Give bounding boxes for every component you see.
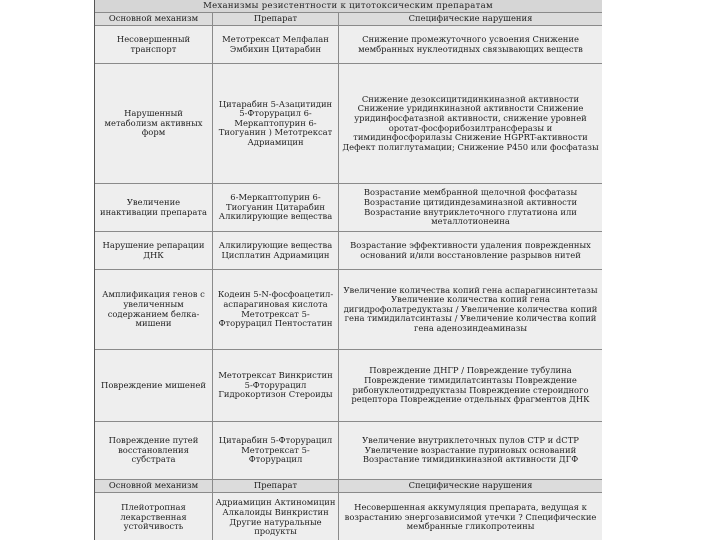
cell-disorders: Возрастание эффективности удаления поврежденных оснований и/или восстановление разрывов нитей <box>339 232 603 270</box>
header-mechanism: Основной механизм <box>95 480 213 493</box>
cell-mechanism: Амплификация генов с увеличенным содержанием белка-мишени <box>95 270 213 350</box>
cell-drug: Метотрексат Мелфалан Эмбихин Цитарабин <box>213 26 339 64</box>
header-mechanism: Основной механизм <box>95 13 213 26</box>
cell-mechanism: Нарушенный метаболизм активных форм <box>95 64 213 184</box>
cell-disorders: Несовершенная аккумуляция препарата, ведущая к возрастанию энергозависимой утечки ? Специфические мембранные гликопротеины <box>339 493 603 540</box>
header-drug: Препарат <box>213 480 339 493</box>
cell-drug: Цитарабин 5-Фторурацил Метотрексат 5-Фторурацил <box>213 422 339 480</box>
cell-disorders: Увеличение внутриклеточных пулов СТР и dCTP Увеличение возрастание пуриновых оснований Возрастание тимидинкиназной активности ДГФ <box>339 422 603 480</box>
cell-drug: Адриамицин Актиномицин Алкалоиды Винкристин Другие натуральные продукты <box>213 493 339 540</box>
table-row <box>95 422 603 480</box>
cell-mechanism: Увеличение инактивации препарата <box>95 184 213 232</box>
table-row <box>95 350 603 422</box>
cell-mechanism: Повреждение путей восстановления субстрата <box>95 422 213 480</box>
cell-disorders: Снижение промежуточного усвоения Снижение мембранных нуклеотидных связывающих веществ <box>339 26 603 64</box>
cell-mechanism: Плейотропная лекарственная устойчивость <box>95 493 213 540</box>
page-left-edge <box>94 0 95 540</box>
cell-drug: Метотрексат Винкристин 5-Фторурацил Гидрокортизон Стероиды <box>213 350 339 422</box>
cell-disorders: Возрастание мембранной щелочной фосфатазы Возрастание цитидиндезаминазной активности Возрастание внутриклеточного глутатиона или металлотионеина <box>339 184 603 232</box>
table-row <box>95 493 603 540</box>
header-disorders: Специфические нарушения <box>339 13 603 26</box>
cell-drug: 6-Меркаптопурин 6-Тиогуанин Цитарабин Алкилирующие вещества <box>213 184 339 232</box>
table-row <box>95 64 603 184</box>
table-row <box>95 26 603 64</box>
document-page <box>94 0 602 540</box>
table-row <box>95 270 603 350</box>
cell-mechanism: Нарушение репарации ДНК <box>95 232 213 270</box>
header-drug: Препарат <box>213 13 339 26</box>
cell-disorders: Снижение дезоксицитидинкиназной активности Снижение уридинкиназной активности Снижение уридинфосфатазной активности, снижение уровней оротат-фосфорибозилтрансферазы и тимидинфосфорилазы Снижение НGPRT-активности Дефект полиглутамации; Снижение Р450 или фосфатазы <box>339 64 603 184</box>
table-row <box>95 232 603 270</box>
table-header-row-repeat <box>95 480 603 493</box>
header-disorders: Специфические нарушения <box>339 480 603 493</box>
resistance-table <box>94 12 602 540</box>
cell-mechanism: Повреждение мишеней <box>95 350 213 422</box>
table-row <box>95 184 603 232</box>
cell-mechanism: Несовершенный транспорт <box>95 26 213 64</box>
cell-disorders: Увеличение количества копий гена аспарагинсинтетазы Увеличение количества копий гена дигидрофолатредуктазы / Увеличение количества копий гена тимидилатсинтазы / Увеличение количества копий гена аденозиндеаминазы <box>339 270 603 350</box>
cell-drug: Алкилирующие вещества Цисплатин Адриамицин <box>213 232 339 270</box>
cell-drug: Цитарабин 5-Азацитидин 5-Фторурацил 6-Меркаптопурин 6-Тиогуанин ) Метотрексат Адриамицин <box>213 64 339 184</box>
page-title: Механизмы резистентности к цитотоксическим препаратам <box>94 0 602 13</box>
cell-disorders: Повреждение ДНГР / Повреждение тубулина Повреждение тимидилатсинтазы Повреждение рибонуклеотидредуктазы Повреждение стероидного рецептора Повреждение отдельных фрагментов ДНК <box>339 350 603 422</box>
table-header-row <box>95 13 603 26</box>
cell-drug: Кодеин 5-N-фосфоацетил-аспарагиновая кислота Метотрексат 5-Фторурацил Пентостатин <box>213 270 339 350</box>
